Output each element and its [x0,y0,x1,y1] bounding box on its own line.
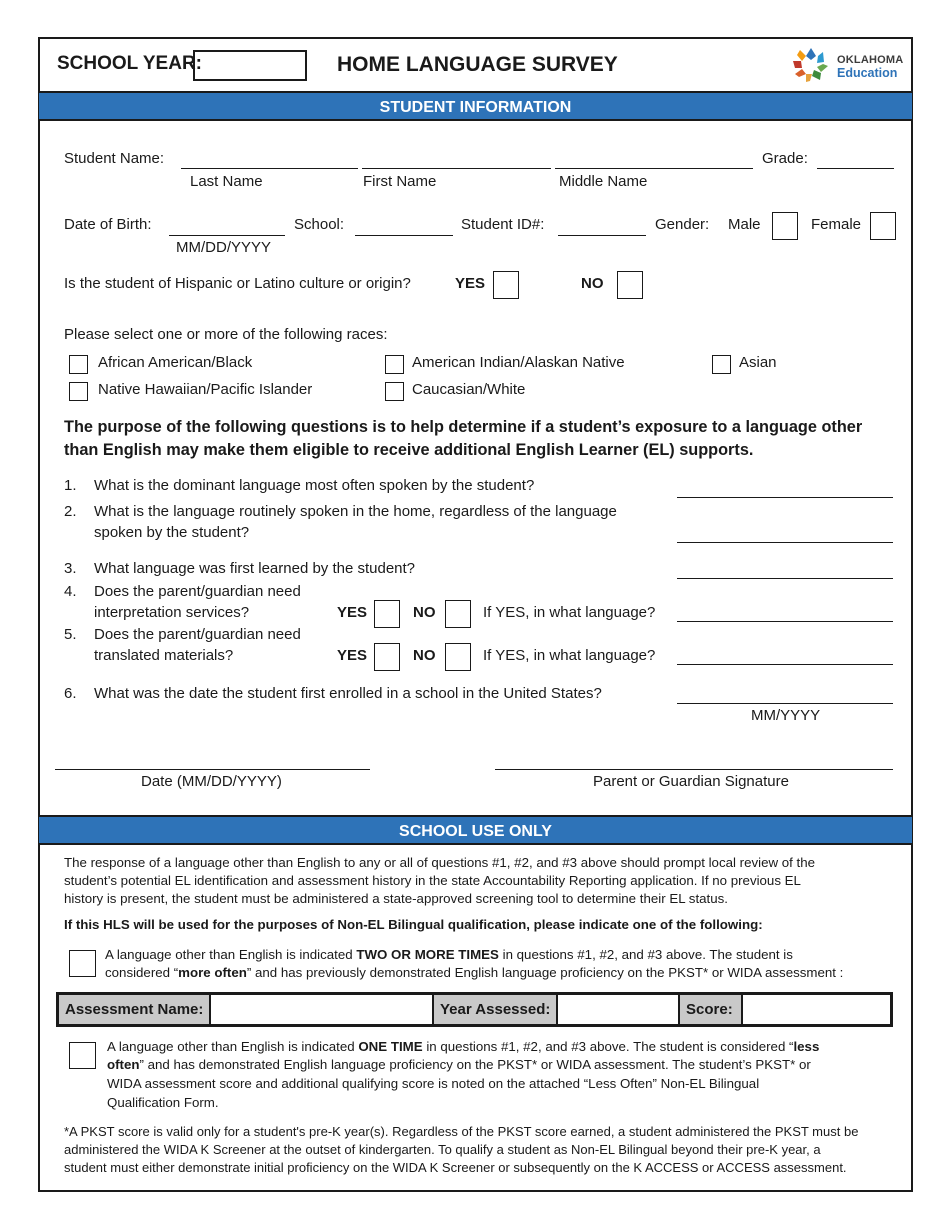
logo-text-oklahoma: OKLAHOMA [837,54,904,66]
q2-answer-input[interactable] [677,542,893,543]
opt1-text-d: considered “ [105,965,179,980]
hispanic-no-label: NO [581,275,604,292]
q5-no-label: NO [413,647,436,664]
first-name-caption: First Name [363,173,437,190]
q5-text-line1: Does the parent/guardian need [94,626,301,643]
score-input[interactable] [743,995,890,1024]
assessment-table [56,992,893,1027]
q4-language-input[interactable] [677,621,893,622]
purpose-statement-line2: than English may make them eligible to receive additional English Learner (EL) supports. [64,441,754,459]
q5-yes-checkbox[interactable] [374,643,400,671]
student-name-label: Student Name: [64,150,165,167]
school-use-instruction: If this HLS will be used for the purposes of Non-EL Bilingual qualification, please indicate one of the following: [64,917,763,932]
race-label-asian: Asian [739,354,777,371]
year-assessed-input[interactable] [558,995,680,1024]
oklahoma-education-logo [790,44,905,88]
footnote-line1: *A PKST score is valid only for a student's pre-K year(s). Regardless of the PKST score earned, a student administered the PKST must be [64,1124,859,1139]
opt1-text-f: ” and has previously demonstrated English language proficiency on the PKST* or WIDA assessment : [246,965,844,980]
student-id-label: Student ID#: [461,216,545,233]
footnote-line3: student must either demonstrate initial proficiency on the WIDA K Screener or subsequently on the K ACCESS or ACCESS assessment. [64,1160,847,1175]
race-label-african-american: African American/Black [98,354,253,371]
female-label: Female [811,216,862,233]
page-title: HOME LANGUAGE SURVEY [337,53,618,76]
q4-no-label: NO [413,604,436,621]
opt2-text-a: A language other than English is indicated [107,1039,359,1054]
q4-yes-label: YES [337,604,368,621]
races-prompt: Please select one or more of the following races: [64,326,388,343]
q6-date-input[interactable] [677,703,893,704]
middle-name-input[interactable] [555,168,753,169]
q4-text-line1: Does the parent/guardian need [94,583,301,600]
q4-number: 4. [64,583,77,600]
q6-number: 6. [64,685,77,702]
school-label: School: [294,216,345,233]
q5-if-yes-label: If YES, in what language? [483,647,656,664]
q3-text: What language was first learned by the student? [94,560,416,577]
signature-date-input[interactable] [55,769,370,770]
assessment-name-label: Assessment Name: [59,995,211,1024]
hispanic-question: Is the student of Hispanic or Latino culture or origin? [64,275,411,292]
school-use-intro-line1: The response of a language other than English to any or all of questions #1, #2, and #3 above should prompt local review of the [64,855,816,870]
q5-text-line2: translated materials? [94,647,234,664]
opt2-text-e: often [107,1057,140,1072]
opt1-text-a: A language other than English is indicated [105,947,357,962]
q4-yes-checkbox[interactable] [374,600,400,628]
opt2-text-c: in questions #1, #2, and #3 above. The student is considered “ [422,1039,794,1054]
last-name-input[interactable] [181,168,358,169]
dob-input[interactable] [169,235,285,236]
school-use-intro-line2: student’s potential EL identification and assessment history in the state Accountability Reporting application. If no previous EL [64,873,801,888]
dob-label: Date of Birth: [64,216,152,233]
male-checkbox[interactable] [772,212,798,240]
race-label-caucasian: Caucasian/White [412,381,526,398]
hispanic-yes-checkbox[interactable] [493,271,519,299]
race-checkbox-caucasian[interactable] [385,382,404,401]
more-often-text-line2 [105,964,843,983]
opt2-text-b: ONE TIME [358,1039,423,1054]
hispanic-yes-label: YES [455,275,486,292]
race-checkbox-african-american[interactable] [69,355,88,374]
q5-no-checkbox[interactable] [445,643,471,671]
middle-name-caption: Middle Name [559,173,648,190]
student-information-band: STUDENT INFORMATION [39,91,912,121]
signature-date-caption: Date (MM/DD/YYYY) [141,773,282,790]
assessment-name-input[interactable] [211,995,434,1024]
guardian-signature-caption: Parent or Guardian Signature [593,773,789,790]
less-often-checkbox[interactable] [69,1042,96,1069]
school-use-intro-line3: history is present, the student must be administered a state-approved screening tool to determine their EL status. [64,891,728,906]
q4-text-line2: interpretation services? [94,604,250,621]
q2-number: 2. [64,503,77,520]
q4-if-yes-label: If YES, in what language? [483,604,656,621]
male-label: Male [728,216,761,233]
q3-number: 3. [64,560,77,577]
gender-label: Gender: [655,216,710,233]
q6-text: What was the date the student first enrolled in a school in the United States? [94,685,602,702]
female-checkbox[interactable] [870,212,896,240]
school-year-label: SCHOOL YEAR: [57,53,202,74]
school-use-band: SCHOOL USE ONLY [39,815,912,845]
q2-text-line2: spoken by the student? [94,524,250,541]
logo-mark-icon [790,44,832,86]
opt2-text-f: ” and has demonstrated English language proficiency on the PKST* or WIDA assessment. The student’s PKST* or [139,1057,811,1072]
logo-text-education: Education [837,66,898,80]
less-often-text-line2 [107,1056,811,1075]
q1-number: 1. [64,477,77,494]
race-checkbox-native-hawaiian[interactable] [69,382,88,401]
student-id-input[interactable] [558,235,646,236]
race-label-american-indian: American Indian/Alaskan Native [412,354,625,371]
score-label: Score: [680,995,743,1024]
grade-label: Grade: [762,150,808,167]
hispanic-no-checkbox[interactable] [617,271,643,299]
year-assessed-label: Year Assessed: [434,995,558,1024]
q2-text-line1: What is the language routinely spoken in the home, regardless of the language [94,503,617,520]
last-name-caption: Last Name [190,173,263,190]
q1-text: What is the dominant language most often spoken by the student? [94,477,535,494]
less-often-text-line1 [107,1038,819,1057]
race-checkbox-american-indian[interactable] [385,355,404,374]
more-often-checkbox[interactable] [69,950,96,977]
purpose-statement-line1: The purpose of the following questions is to help determine if a student’s exposure to a language other [64,418,863,436]
opt2-text-d: less [793,1039,820,1054]
less-often-text-line3: WIDA assessment score and additional qualifying score is noted on the attached “Less Often” Non-EL Bilingual [107,1076,760,1091]
q5-language-input[interactable] [677,664,893,665]
q6-format-caption: MM/YYYY [751,707,821,724]
guardian-signature-input[interactable] [495,769,893,770]
opt1-text-b: TWO OR MORE TIMES [356,947,499,962]
dob-format-caption: MM/DD/YYYY [176,239,272,256]
q3-answer-input[interactable] [677,578,893,579]
grade-input[interactable] [817,168,894,169]
opt1-text-e: more often [178,965,247,980]
race-checkbox-asian[interactable] [712,355,731,374]
footnote-line2: administered the WIDA K Screener at the outset of kindergarten. To qualify a student as Non-EL Bilingual beyond their pre-K year, a [64,1142,821,1157]
q1-answer-input[interactable] [677,497,893,498]
school-year-input[interactable] [193,50,307,81]
first-name-input[interactable] [362,168,551,169]
q5-yes-label: YES [337,647,368,664]
opt1-text-c: in questions #1, #2, and #3 above. The student is [498,947,793,962]
more-often-text-line1 [105,946,793,965]
q4-no-checkbox[interactable] [445,600,471,628]
race-label-native-hawaiian: Native Hawaiian/Pacific Islander [98,381,313,398]
school-input[interactable] [355,235,453,236]
less-often-text-line4: Qualification Form. [107,1095,219,1110]
q5-number: 5. [64,626,77,643]
